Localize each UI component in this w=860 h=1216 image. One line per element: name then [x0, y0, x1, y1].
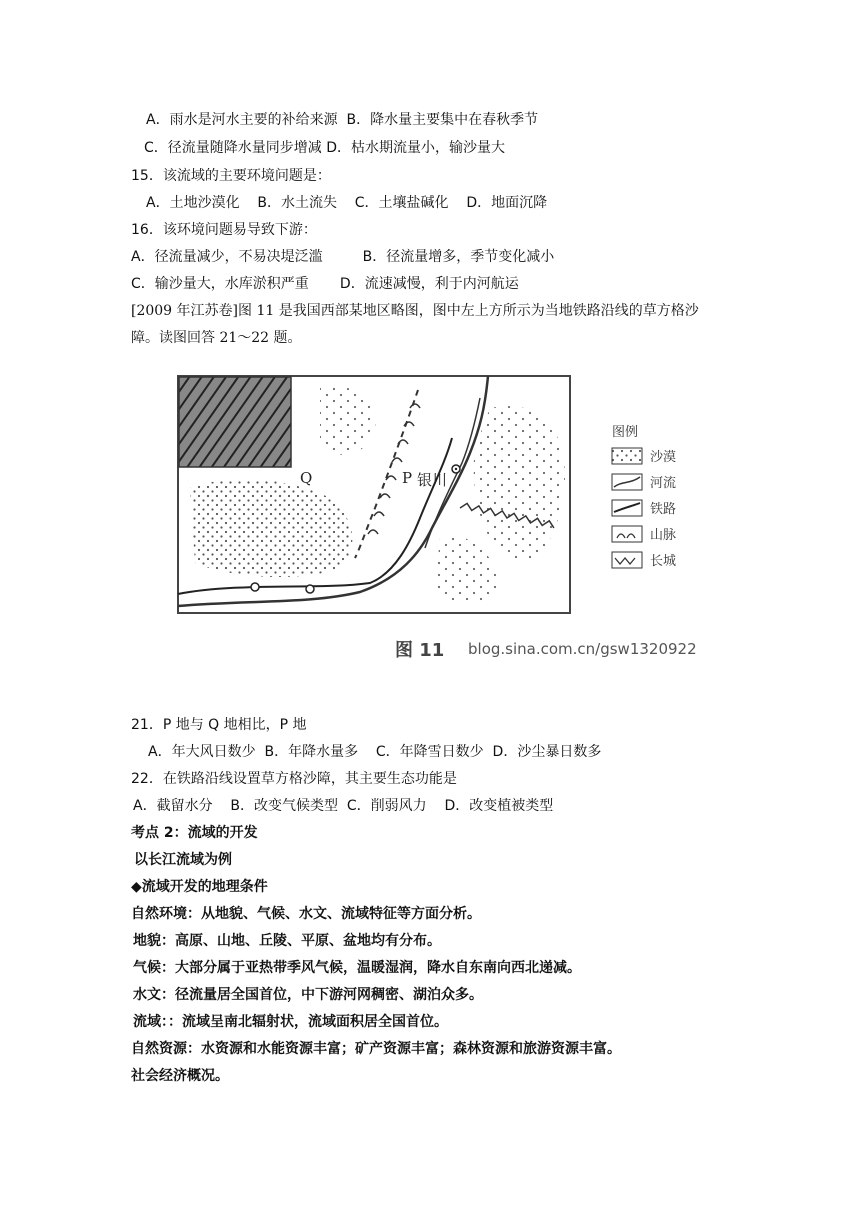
legend-greatwall-label: 长城	[650, 554, 677, 569]
basin: 流域：：流域呈南北辐射状，流域面积居全国首位。	[133, 1014, 448, 1030]
socio-economic: 社会经济概况。	[131, 1068, 229, 1084]
city-label: 银川	[417, 471, 448, 489]
legend-river-label: 河流	[650, 476, 677, 491]
legend-desert-label: 沙漠	[650, 450, 677, 465]
q16-options-line1: A．径流量减少，不易决堤泛滥 B．径流量增多，季节变化减小	[131, 249, 555, 265]
legend-railway-label: 铁路	[650, 502, 677, 517]
legend-mountain-label: 山脉	[650, 528, 677, 543]
intro-line2: 障。读图回答 21～22 题。	[131, 330, 302, 346]
climate: 气候：大部分属于亚热带季风气候，温暖湿润，降水自东南向西北递减。	[133, 960, 581, 976]
station-marker	[306, 585, 314, 593]
map-figure	[170, 368, 700, 668]
figure-caption: 图 11	[395, 640, 445, 661]
q22-stem: 22．在铁路沿线设置草方格沙障，其主要生态功能是	[131, 771, 457, 787]
grass-checkerboard-inset	[179, 377, 291, 467]
q22-options: A．截留水分 B．改变气候类型 C．削弱风力 D．改变植被类型	[133, 798, 554, 814]
q14-options-line2: C．径流量随降水量同步增减 D．枯水期流量小，输沙量大	[144, 140, 506, 156]
station-marker	[251, 583, 259, 591]
q14-options-line1: A．雨水是河水主要的补给来源 B．降水量主要集中在春秋季节	[146, 112, 539, 128]
natural-resources: 自然资源：水资源和水能资源丰富；矿产资源丰富；森林资源和旅游资源丰富。	[131, 1041, 621, 1057]
legend-title: 图例	[612, 425, 639, 440]
q16-options-line2: C．输沙量大，水库淤积严重 D．流速减慢，利于内河航运	[131, 276, 519, 292]
q16-stem: 16．该环境问题易导致下游：	[131, 222, 317, 238]
point-q-label: Q	[300, 469, 313, 487]
hydrology: 水文：径流量居全国首位，中下游河网稠密、湖泊众多。	[133, 987, 483, 1003]
point-p-label: P	[402, 469, 413, 487]
q21-stem: 21．P 地与 Q 地相比，P 地	[131, 717, 307, 733]
section-subheading: ◆流域开发的地理条件	[131, 879, 268, 895]
natural-environment: 自然环境：从地貌、气候、水文、流域特征等方面分析。	[131, 906, 481, 922]
section-example: 以长江流域为例	[134, 852, 232, 868]
q15-options: A．土地沙漠化 B．水土流失 C．土壤盐碱化 D．地面沉降	[146, 195, 548, 211]
landform: 地貌：高原、山地、丘陵、平原、盆地均有分布。	[133, 933, 441, 949]
section-heading: 考点 2：流域的开发	[131, 825, 258, 841]
q15-stem: 15．该流域的主要环境问题是：	[131, 168, 331, 184]
watermark: blog.sina.com.cn/gsw1320922	[468, 640, 697, 658]
intro-line1: [2009 年江苏卷]图 11 是我国西部某地区略图，图中左上方所示为当地铁路沿线的草方格沙	[131, 303, 699, 319]
legend	[612, 448, 676, 569]
q21-options: A．年大风日数少 B．年降水量多 C．年降雪日数少 D．沙尘暴日数多	[148, 744, 602, 760]
